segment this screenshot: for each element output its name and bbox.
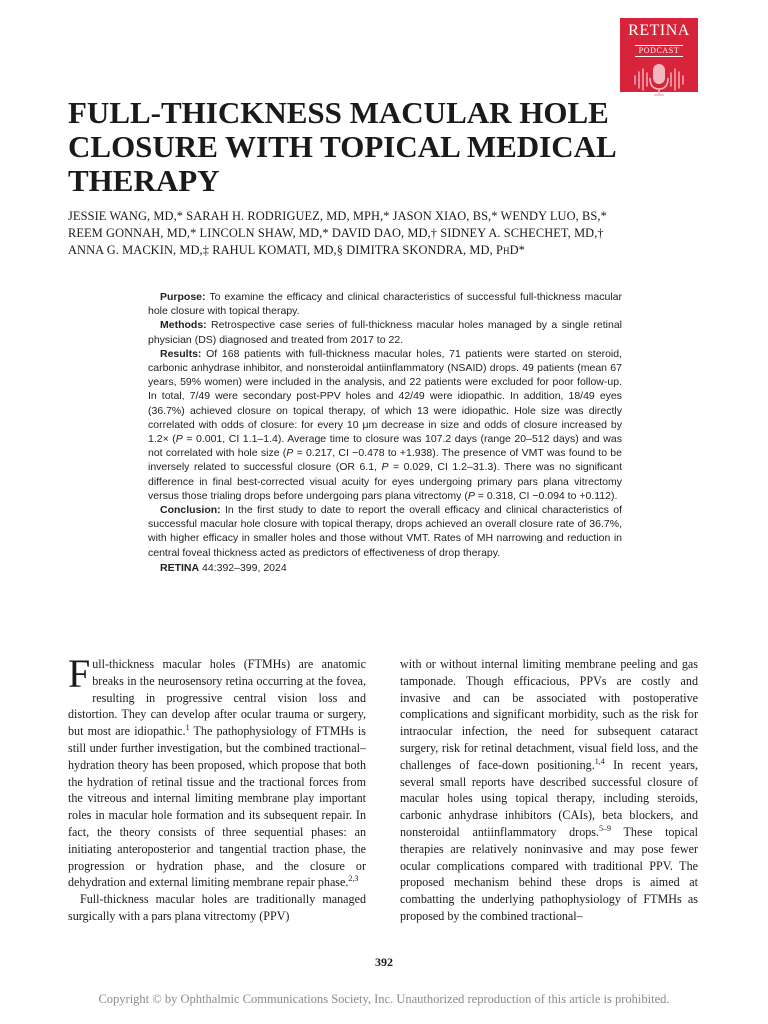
reference-link[interactable]: 1 <box>185 723 190 733</box>
copyright-notice: Copyright © by Ophthalmic Communications Society, Inc. Unauthorized reproduction of this article is prohibited. <box>98 992 670 1006</box>
p-symbol: P <box>175 433 183 446</box>
author-list <box>68 208 708 259</box>
logo-brand: RETINA <box>628 22 690 39</box>
conclusion-text: In the first study to date to report the overall efficacy and clinical characteristics of successful macular hole closure with topical therapy, drops achieved an overall closure rate of 36.7%, with higher efficacy in smaller holes and those without VMT. Rates of MH narrowing and reduction in central foveal thickness acted as predictors of effectiveness of drop therapy. <box>148 504 623 559</box>
abstract <box>148 290 622 575</box>
drop-cap: F <box>68 651 91 696</box>
results-text: Of 168 patients with full-thickness macular holes, 71 patients were started on steroid, carbonic anhydrase inhibitor, and nonsteroidal antiinflammatory (NSAID) drops. 49 patients (mean 67 years, 59% women) were included in the analysis, and 22 patients were excluded for poor follow-up. In total, 7/49 were secondary post-PPV holes and 42/49 were idiopathic. In addition, 18/49 eyes (36.7%) achieved closure on topical therapy, of which 13 were idiopathic. Hole size was directly correlated with odds of closure: for every 10 μm decrease in size and odds of closure increased by 1.2× ( <box>148 347 622 446</box>
p-symbol: P <box>381 461 389 474</box>
microphone-icon <box>629 60 689 98</box>
body-text: with or without internal limiting membrane peeling and gas tamponade. Though efficacious, PPVs are costly and invasive and can be associated with postoperative complications and significant morbidity, such as the risk for intraocular infection, the need for subsequent cataract surgery, risk for retinal detachment, visual field loss, and the challenges of face-down positioning. <box>400 657 698 772</box>
abstract-conclusion <box>148 503 622 560</box>
results-text: = 0.001, CI 1.1–1.4). Average time to closure was 107.2 days (range 20–512 days) and was not correlated with hole size ( <box>148 433 622 460</box>
journal-citation <box>148 561 622 575</box>
p-symbol: P <box>286 447 294 460</box>
body-text: Full-thickness macular holes are traditionally managed surgically with a pars plana vitrectomy (PPV) <box>68 892 366 923</box>
body-paragraph <box>68 891 366 925</box>
body-paragraph <box>400 656 698 925</box>
abstract-methods <box>148 318 622 346</box>
body-column-right <box>400 656 698 925</box>
author-text: D* <box>509 243 525 257</box>
body-text: These topical therapies are relatively noninvasive and may pose fewer ocular complications compared with traditional PPV. The proposed mechanism behind these drops is aimed at combatting the underlying pathophysiology of FTMHs as proposed by the combined tractional– <box>400 824 698 923</box>
results-text: = 0.217, CI −0.478 to +1.938). The presence of VMT was found to be inversely related to successful closure (OR 6.1, <box>148 447 622 474</box>
author-text: ANNA G. MACKIN, MD,‡ RAHUL KOMATI, MD,§ DIMITRA SKONDRA, MD, P <box>68 243 503 257</box>
retina-podcast-logo[interactable] <box>620 18 698 92</box>
body-text: In recent years, several small reports have described successful closure of macular holes using topical therapy, including steroids, carbonic anhydrase inhibitors (CAIs), beta blockers, and nonsteroidal antiinflammatory drops. <box>400 757 698 839</box>
results-text: = 0.318, CI −0.094 to +0.112). <box>474 489 618 502</box>
body-column-left <box>68 651 366 925</box>
body-paragraph <box>68 651 366 891</box>
p-symbol: P <box>467 489 475 502</box>
results-label: Results: <box>160 347 202 360</box>
author-line: REEM GONNAH, MD,* LINCOLN SHAW, MD,* DAVID DAO, MD,† SIDNEY A. SCHECHET, MD,† <box>68 226 604 240</box>
author-text-smallcaps: h <box>502 243 510 257</box>
abstract-purpose <box>148 290 622 318</box>
reference-link[interactable]: 2,3 <box>348 874 359 884</box>
reference-link[interactable]: 1,4 <box>594 756 605 766</box>
conclusion-label: Conclusion: <box>160 504 221 517</box>
purpose-label: Purpose: <box>160 291 206 303</box>
purpose-text: To examine the efficacy and clinical characteristics of successful full-thickness macular hole closure with topical therapy. <box>148 291 622 318</box>
journal-name: RETINA <box>160 561 200 574</box>
reference-link[interactable]: 5–9 <box>599 823 612 833</box>
body-text: ull-thickness macular holes (FTMHs) are anatomic breaks in the neurosensory retina occurring at the fovea, resulting in progressive central vision loss and distortion. They can develop after ocular trauma or surgery, but most are idiopathic. <box>68 657 366 739</box>
results-text: = 0.029, CI 1.2–31.3). There was no significant difference in final best-corrected visual acuity for eyes undergoing primary pars plana vitrectomy versus those trialing drops before undergoing pars plana vitrectomy ( <box>148 461 622 502</box>
article-title: FULL-THICKNESS MACULAR HOLE CLOSURE WITH TOPICAL MEDICAL THERAPY <box>68 95 615 198</box>
citation-text: 44:392–399, 2024 <box>199 561 287 574</box>
logo-subtitle: PODCAST <box>635 45 684 57</box>
body-text: The pathophysiology of FTMHs is still under further investigation, but the combined tractional–hydration theory has been proposed, which propose that both the hydration of retinal tissue and the tractional forces from the vitreous and internal limiting membrane play important roles in macular hole formation and its subsequent repair. In fact, the theory consists of three sequential phases: an initiating anteroposterior and tangential traction phase, the progression or hydration phase, and the closure or dehydration and external limiting membrane repair phase. <box>68 724 366 890</box>
author-line: JESSIE WANG, MD,* SARAH H. RODRIGUEZ, MD, MPH,* JASON XIAO, BS,* WENDY LUO, BS,* <box>68 209 607 223</box>
abstract-results <box>148 347 622 503</box>
author-line <box>68 242 708 259</box>
methods-label: Methods: <box>160 319 207 332</box>
page-number: 392 <box>375 955 393 969</box>
methods-text: Retrospective case series of full-thickness macular holes managed by a single retinal physician (DS) diagnosed and treated from 2017 to 22. <box>148 319 622 346</box>
